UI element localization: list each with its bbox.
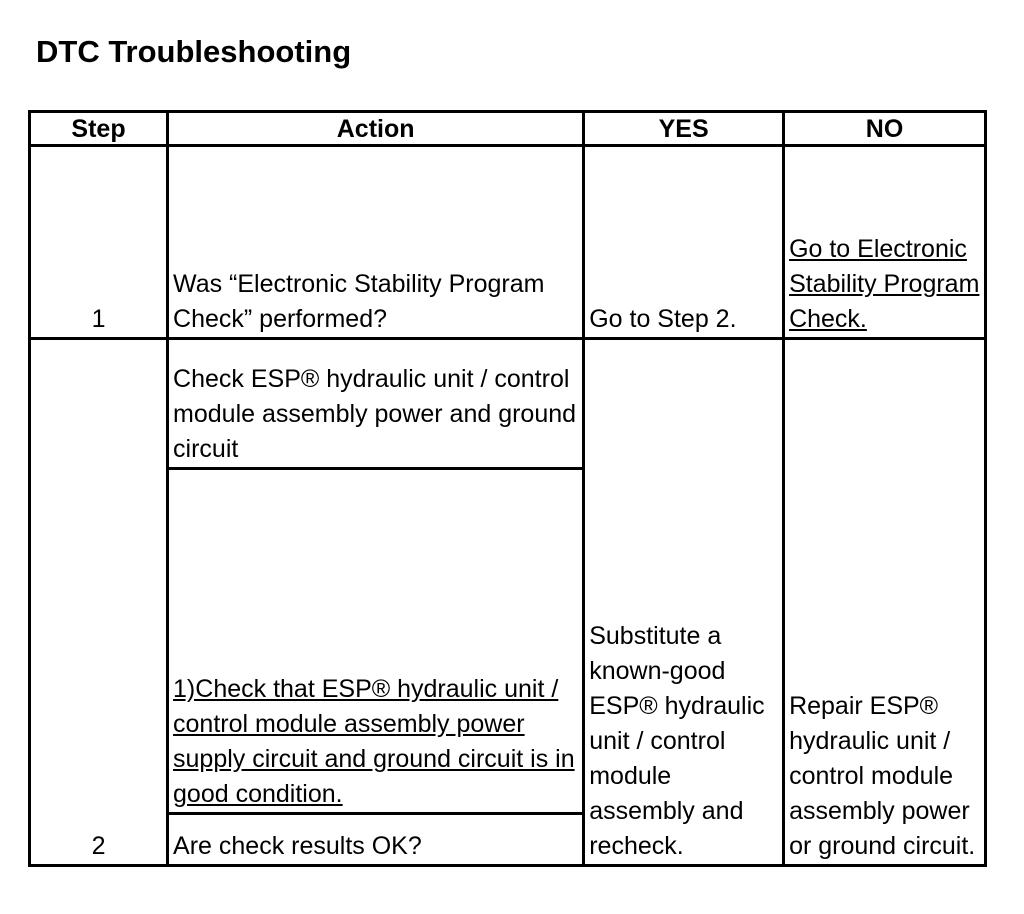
table-row-step-2 [30,339,986,469]
page-title: DTC Troubleshooting [36,34,352,69]
action-heading-cell: Check ESP® hydraulic unit / control module assembly power and ground circuit [168,339,584,469]
header-no: NO [784,112,986,146]
table-row-step-1 [30,146,986,339]
action-cell: Was “Electronic Stability Program Check” performed? [168,146,584,339]
dtc-troubleshooting-table [28,110,987,867]
action-procedure-link[interactable]: 1)Check that ESP® hydraulic unit / control module assembly power supply circuit and ground circuit is in good condition. [168,469,584,814]
header-action: Action [168,112,584,146]
step-number: 2 [30,339,168,866]
no-cell: Repair ESP® hydraulic unit / control module assembly power or ground circuit. [784,339,986,866]
yes-cell: Go to Step 2. [584,146,784,339]
header-step: Step [30,112,168,146]
step-number: 1 [30,146,168,339]
yes-cell: Substitute a known-good ESP® hydraulic unit / control module assembly and recheck. [584,339,784,866]
no-cell-link[interactable]: Go to Electronic Stability Program Check. [784,146,986,339]
action-question-cell: Are check results OK? [168,814,584,866]
header-row [30,112,986,146]
header-yes: YES [584,112,784,146]
